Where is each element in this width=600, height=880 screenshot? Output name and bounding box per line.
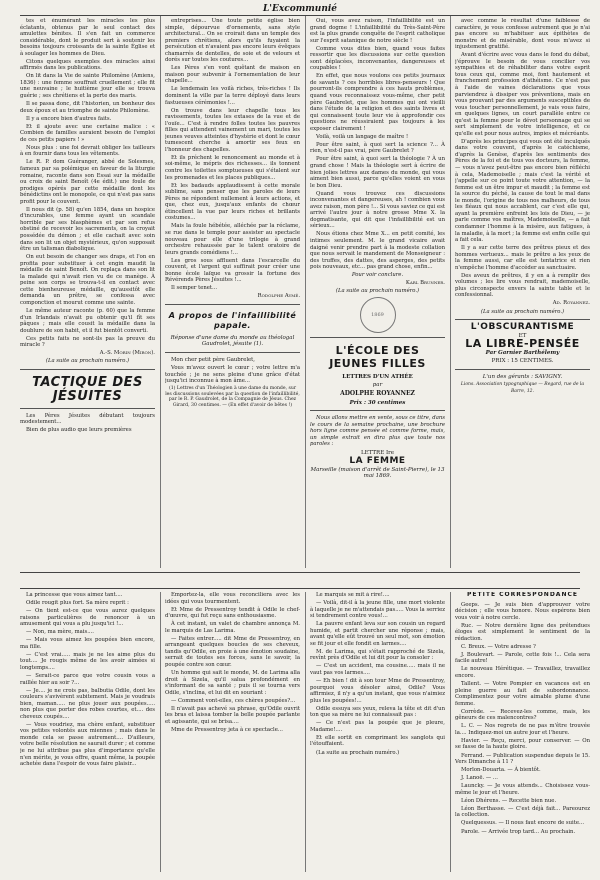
paragraph: — Serait-ce parce que votre cousin vous a raillée hier au soir ?... (20, 673, 155, 686)
column-rule (305, 592, 306, 872)
signature: Ad. Royannez. (552, 300, 590, 307)
continued-note: (La suite au prochain numéro.) (480, 308, 565, 315)
paragraph: Avant d'écrire avec vous dans le fond du débat, j'éprouve le besoin de vous concilier vos sympathies et de réhabiliter dans votre esprit tous ceux qui, comme moi, font hautement et franchement profession d'athéisme. Ce n'est pas à l'aide de vaines déclarations que vous parviendrez à dissiper vos préventions, mais en vous prouvant par des arguments susceptibles de vous toucher personnellement, je vais vous faire, en quelques lignes, un court parallèle entre ce qu'est la femme pour le dévot personnage qui se sert simplement de votre intelligence, et ce qu'elle est pour nous autres, impies et mécréants. (455, 52, 590, 137)
paragraph: La pauvre enfant leva sur son cousin un regard humide, et partit chercher une réponse ; mais, avant qu'elle eût trouvé un seul mot, son émotion se fit jour et elle fondit en larmes.... (310, 621, 445, 647)
paragraph: Et Mme de Pressentroy tendit à Odile le chef-d'œuvre, qui fut reçu sans enthousiasme. (165, 606, 300, 620)
section-rule (20, 588, 580, 589)
bottom-column-4 (455, 592, 590, 874)
continued-note: (La suite au prochain numéro.) (335, 288, 420, 295)
postmark-stamp (360, 297, 396, 333)
column-2-letter (165, 357, 300, 385)
paragraph: Un homme qui sait le monde, M. de Larima alla droit à Sizela, qu'il salua profondément en s'informant de sa santé ; puis il se tourna vers Odile, s'inclina, et lui dit en souriant : (165, 670, 300, 696)
correspondence-item: Havier. — Reçu, merci, pour conserver. — On se fasse de la haute gloire. (455, 737, 590, 751)
bottom-column-1-text (20, 592, 155, 768)
paragraph: Emportez-la, elle vous reconciliera avec les idées qui vous tourmentent. (165, 592, 300, 605)
paragraph: Voilà, voilà un langage de maître ! (316, 133, 409, 140)
paragraph: D'après les principes qui vous ont été inculqués dans votre couvent, d'après le catéchisme, d'après la Genèse, d'après les sentiments des Pères de la foi et de tous vos docteurs, la femme, — vous n'avez peut-être pas encore bien réfléchi à cela, Mademoiselle ; mais c'est la vérité et j'appelle sur ce point toute votre attention, — la femme est un être impur et maudit ; la femme est la source du péché, la cause de tout le mal dans le monde, l'origine de tous nos malheurs, de tous les fléaux qui nous accablent, car c'est elle qui, ayant la première enfreint les lois de Dieu, — je parle comme vos maîtres, Mademoiselle, — a fait condamner l'homme à la misère, aux fatigues, à la maladie, à la mort ; la femme est enfin celle qui a fait cela. (455, 138, 590, 244)
correspondence-item: Launcky. — Je vous attends... Choisissez vous-même le jour et l'heure. (455, 783, 590, 796)
paragraph: Ces petits faits ne sont-ils pas la preuve du miracle ? (20, 335, 155, 349)
paragraph: Les gros sous affluent dans l'escarcelle du couvent, et l'argent qui suffirait pour créer une bonne école laïque va grossir la fortune des Révérends Pères Jésuites !... (165, 257, 300, 284)
correspondence-item: Le nouveau Hérétique. — Travaillez, travaillez encore. (455, 666, 590, 680)
correspondence-title: PETITE CORRESPONDANCE (467, 592, 578, 598)
column-4-paragraphs (455, 18, 590, 299)
paragraph: — Vous voudriez, ma chère enfant, substituer vos petites volontés aux miennes ; mais dans le monde cela se passe autrement.... D'ailleurs, votre belle résolution ne saurait durer ; et comme je ne lui attribue pas plus d'importance qu'elle n'en mérite, je vous offre, quant même, la poupée achetée dans l'espoir de vous faire plaisir... (20, 721, 155, 768)
paragraph: Il y a sur cette terre des prêtres pieux et des hommes vertueux... mais le prêtre a les yeux de la femme aussi, car elle est tentatrice et rien n'empêche l'homme d'accéder au sanctuaire. (455, 245, 590, 271)
column-rule (160, 592, 161, 872)
divider (165, 352, 300, 353)
continued-note: Pour voir conclure. (351, 272, 404, 279)
paragraph: Des aveux de prêtres, il y en a à remplir des volumes ; les lire vous rendrait, mademoiselle, plus circonspecte envers la sainte table et le confessionnal. (455, 272, 590, 299)
correspondence-item: Geeps. — Je suis bien d'approuver votre décision ; elle vous honore. Nous espérons bien vous voir à notre cercle. (455, 601, 590, 621)
divider (20, 369, 155, 370)
paragraph: Bien de plus audio que leurs premières (26, 427, 132, 434)
paragraph: Le lendemain les voilà riches, très-riches ! Ils dominent la ville par la terre déployé dans leurs fastueuses cérémonies !... (165, 86, 300, 106)
divider (455, 319, 590, 320)
stamp-text: 1869 (371, 311, 384, 318)
correspondence-item: Morlon-Douarta. — À bientôt. (461, 767, 541, 774)
paragraph: — Non, ma mère, mais.... (26, 629, 94, 636)
paragraph: Mme de Pressentroy jeta à ce spectacle... (171, 726, 283, 733)
subheadline: Réponse d'une dame du monde au théologal Gaudrolet, jésuite (1). (170, 334, 295, 348)
paragraph: Le marquis se mit à rire!.... (316, 592, 390, 598)
paragraph: Il se passa donc, dit l'historien, un bonheur des deux époux et au triomphe de sainte Philomène. (20, 101, 155, 114)
promo-text: Nous allons mettre en vente, sous ce titre, dans le cours de la semaine prochaine, une brochure hors ligne comme pensée et comme forme, mais, un simple extrait en dira plus que toute nos paroles : (310, 415, 445, 448)
paragraph: — Ce n'est pas la poupée que je pleure, Madame!.... (310, 720, 445, 733)
paragraph: Mais la foule hébétée, alléchée par la réclame, se rue dans le temple pour assister au spectacle nouveau pour elle d'une trilogie à grand orchestre rehaussée par le talent oratoire de leurs grands comédiens !... (165, 223, 300, 256)
divider (165, 304, 300, 305)
divider (310, 337, 445, 338)
correspondence-item: Léon Dhérens. — Recette bien nue. (461, 797, 557, 804)
correspondence-item: Corrède. — Recevez-les comme, mais, les gêneurs de ces malencontres? (455, 708, 590, 722)
column-3 (310, 18, 445, 570)
correspondence-item: Léon Berthasse. — C'est déjà fait... Pareourez la collection. (455, 805, 590, 819)
masthead: L'Excommunié (262, 4, 338, 14)
bottom-column-1 (20, 592, 155, 874)
paragraph: Citons quelques exemples des miracles ainsi affirmés dans les publications. (20, 58, 155, 72)
correspondence-item: J. Boulevart. — Parole, cette fois !... Cela sera facile autre! (455, 651, 590, 665)
paragraph: On lit dans la Vie de sainte Philomène (Amiens, 1836) : une femme souffrait cruellement ; elle fit une neuvaine ; le huitième jour elle se trouva guérie ; ses chrétiens et la perte des maris. (20, 73, 155, 100)
column-rule (450, 16, 451, 568)
paragraph: tes et énumérant les miracles les plus éclatants, obtenus par le seul contact des amulettes bénites. Il s'en fait un commerce considérable, dont le produit sert à soutenir les besoins toujours croissants de la sainte Église et à soulager les hommes de Dieu. (20, 18, 155, 57)
price: Prix : 30 centimes (349, 399, 406, 406)
paragraph: En effet, que nous voulons ces petits journaux de savants ? ces horribles libres-penseurs ! Que pourront-ils comprendre à ces hauts problèmes, quand vous reconnaissez vous-même, cher petit père Gaubrelet, que les hommes qui ont vieilli dans l'étude de la religion et des saints livres et qui connaissent toute leur vie à approfondir ces questions ne réussiraient pas toujours à les exposer clairement ! (310, 73, 445, 132)
section-rule (20, 572, 580, 573)
bottom-column-2-text (165, 592, 300, 733)
author: ADOLPHE ROYANNEZ (340, 389, 415, 397)
column-1-paragraphs (20, 18, 155, 349)
letter-head: LETTRE Ire (360, 449, 395, 456)
paragraph: Pour être saint, à quoi sert la science ?... À rien, n'est-il pas vrai, père Gaubrelet ? (310, 141, 445, 155)
paragraph: — Faites entrer..... dit Mme de Pressentroy, en arrangeant quelques boucles de ses cheveux, tandis qu'Odile, en proie à une émotion soudaine, serrait de toutes ses forces, sans le savoir, la poupée contre son cœur. (165, 635, 300, 668)
bottom-column-3-text (310, 592, 445, 748)
paragraph: Pour être saint, à quoi sert la théologie ? À un grand chose ! Mais la théologie sert à écrire de bien jolies lettres aux dames du monde, qui vous aiment bien aussi, parce qu'elles voient en vous le bon Dieu. (310, 156, 445, 189)
continued-note: (La suite au prochain numéro.) (316, 749, 400, 756)
letter-title: LA FEMME (349, 456, 406, 467)
ad-title-and: ET (518, 332, 527, 339)
continued-note: (La suite au prochain numéro.) (45, 358, 130, 365)
printer-line: Lions. Association typographique — Regard, rue de la Barre, 12. (460, 382, 585, 394)
paragraph: Il nous dit (p. 58) qu'en 1854, dans un hospice d'incurables, une femme ayant un scandale horrible par ses blasphèmes et par son refus obstiné de recevoir les sacrements, on la croyait possédée du démon ; et elle cachait avec soin dans son lit un objet mystérieux, qu'on supposait être un talisman diabolique. (20, 206, 155, 253)
paragraph: Il n'avait pas achevé sa phrase, qu'Odile ouvrit les bras et laissa tomber la belle poupée parlante et agissante, qui se brisa.... (165, 705, 300, 725)
ad-price: PRIX : 15 CENTIMES. (491, 358, 554, 365)
paragraph: Nous étions chez Mme X... en petit comité, les intimes seulement. M. le grand vicaire avait daigné venir prendre part à la modeste collation que nous servait le mandement de Monseigneur : des truffes, des dattes, des asperges, des petits pois nouveaux, etc... pas grand chose, enfin... (310, 231, 445, 271)
subhead-par: par (372, 382, 383, 389)
correspondence-item: Parole. — Arrivée trop tard... Au prochain. (461, 828, 576, 835)
paragraph: Le R. P. dom Guéranger, abbé de Solesmes, fameux par sa polémique en faveur de la liturgie romaine, raconte dans son Essai sur la médaille ou croix de saint Benoît (4e édit.) une foule de prodiges opérés par cette médaille dont les bénédictins ont le monopole, ce qui n'est pas sans profit pour le couvent. (20, 159, 155, 205)
column-2-paragraphs (165, 18, 300, 292)
letter-place: Marseille (maison d'arrêt de Saint-Pierre), le 13 mai 1869. (310, 466, 445, 480)
column-1-lead (20, 413, 155, 434)
column-3-paragraphs (310, 18, 445, 271)
correspondence-item: C. Breux. — Votre adresse ? (461, 643, 536, 650)
publisher-line: L'un des gérants : SAVIGNY. (482, 373, 563, 380)
paragraph: entreprises... Une toute petite église bien simple, dépourvue d'ornements, sans style architectural... On se croirait dans un temple des premiers chrétiens, alors qu'ils fuyaient la persécution et n'avaient pas encore leurs évêques chamarrés de dentelles, de soie et de velours et dorés sur toutes les coutures... (165, 18, 300, 64)
subhead: LETTRES D'UN ATHÉE (342, 373, 413, 380)
signature: Karl Brunner. (405, 280, 445, 287)
paragraph: Mon cher petit père Gaubrelet, (171, 357, 255, 364)
paragraph: Vous m'avez ouvert le cœur ; votre lettre m'a touchée ; je ne sens pleine d'une grâce d'état jusqu'ici inconnue à mon âme... (165, 365, 300, 385)
column-rule (450, 592, 451, 872)
paragraph: On eut besoin de changer ses draps, et l'on en profita pour substituer à cet engin maudit la médaille de saint Benoît. On replaça dans son lit la malade qui n'avait rien vu de ce manège. À peine son corps se trouva-t-il en contact avec cette bienheureuse médaille, qu'aussitôt elle demanda un prêtre, se confessa avec componction et mourut comme une sainte. (20, 254, 155, 306)
paragraph: On trouve dans leur chapelle tous les ravissements, toutes les extases de la vue et de l'ouïe... C'est à rendre folles toutes les pauvres filles qui attendent vainement un mari, toutes les jeunes veuves atteintes d'hystérie et dont le cœur tumescent cherche à amortir ses feux en l'honneur des chapelles. (165, 107, 300, 153)
footnote: (1) Lettres d'un Théologien à une dame du monde, sur les discussions soulevées par la question de l'infaillibilité, par le R. P. Gaudrolet, de la Compagnie de Jésus. Chez Girard, 30 centimes. — (En effet d'avoir de bêtes !) (165, 386, 300, 408)
paragraph: Nous plus : une foi devrait obliger les tailleurs à en fournir dans tous les vêtements. (20, 144, 155, 158)
paragraph: — On tient est-ce que vous aurez quelques raisons particulières de renoncer à un amusement qui vous a plu jusqu'ici !... (20, 608, 155, 628)
correspondence-item: Quelquessus. — Il nous faut encore de suite... (461, 820, 585, 827)
paragraph: Odile rougit plus fort. Sa mère reprit : (26, 600, 129, 607)
divider (20, 408, 155, 409)
paragraph: M. de Larima, qui s'était rapproché de Sizela, revînt près d'Odile et lui dit pour la consoler : (310, 648, 445, 662)
paragraph: Et ils préchent le renoncement au monde et à soi-même, le mépris des richesses... ils tonnent contre les toilettes somptueuses qui s'étalent sur les promenades et les places publiques... (165, 154, 300, 181)
paragraph: — Comment vont-elles, ces chères poupées?... (171, 697, 296, 704)
correspondence-item: Ferrand. — Publication suspendue depuis le 15. Vers Dimanche à 11 ? (455, 752, 590, 766)
paragraph: Il semper tenet... (171, 285, 218, 292)
top-rule (20, 15, 580, 16)
paragraph: Il y a encore bien d'autres faits. (26, 115, 112, 122)
column-1 (20, 18, 155, 570)
bottom-column-2 (165, 592, 300, 874)
ad-author: Par Garnier Barthélemy (485, 349, 560, 356)
paragraph: — Voilà, dit-il à la jeune fille, une mort violente à laquelle je ne m'attendais pas..... Vous la serriez si tendrement contre vous!... (310, 600, 445, 620)
column-4 (455, 18, 590, 570)
signature: Rodolphe Aymé. (257, 293, 300, 300)
bottom-column-3 (310, 592, 445, 874)
paragraph: À cet instant, un valet de chambre annonça M. le marquis de Las Larima. (165, 621, 300, 634)
headline-ecole: L'ÉCOLE DES JEUNES FILLES (329, 343, 426, 370)
paragraph: Oui, vous avez raison, l'infaillibilité est un grand dogme ! L'infaillibilité du Très-Saint-Père est la plus grande conquête de l'esprit catholique sur l'esprit satanique de notre siècle ! (310, 18, 445, 44)
ad-title: L'OBSCURANTISME (470, 322, 575, 333)
paragraph: — Je.... je ne crois pas, balbutia Odile, dont les couleurs s'avivèrent subitement. Mais je voudrais bien, maman..... ne plus jouer aux poupées..... non plus que porter des robes courtes, et.... des cheveux coupés.... (20, 687, 155, 720)
paragraph: Et les badauds applaudissent à cette morale sublime, sans penser que les paroles de leurs Pères ne répondent nullement à leurs actions, et que, chez eux, jusqu'aux enfants de chœur étincellent la vue par leurs riches et brillants costumes... (165, 182, 300, 222)
headline-tactique: TACTIQUE DES JÉSUITES (32, 374, 143, 404)
paragraph: Et elle sortit en comprimant les sanglots qui l'étouffaient. (310, 734, 445, 748)
correspondence-list (455, 602, 590, 836)
correspondence-item: J. Lanoë. — ... (461, 775, 498, 782)
paragraph: Les Pères s'en vont quêtant de maison en maison pour subvenir à l'ornementation de leur chapelle... (165, 65, 300, 85)
paragraph: La princesse que vous aimez tant.... (26, 592, 123, 598)
paragraph: avec comme le résultat d'une faiblesse de caractère, je vous confesse autrement que je n'ai pas encore su m'habituer aux épithètes de monstre et de misérable, dont vous m'avez si injustement gratifié. (455, 18, 590, 51)
divider (310, 410, 445, 411)
paragraph: Les Pères Jésuites débutant toujours modestement... (20, 412, 155, 426)
headline-infaillibilite: A propos de l'infaillibilité papale. (168, 310, 297, 330)
paragraph: Quand vous trouvez ces discussions inconvenantes et dangereuses, ah ! combien vous avez raison, mon père !... Si vous saviez ce qui est arrivé l'autre jour à notre grosse Mme X. la dogmatisante, qui dit que l'infaillibilité est un sérieux... (310, 190, 445, 230)
column-rule (160, 16, 161, 568)
paragraph: — Eh bien ! dit à son tour Mme de Pressentroy, pourquoi vous désoler ainsi, Odile? Vous affirmiez, il n'y a qu'un instant, que vous n'aimiez plus les poupées!... (310, 678, 445, 704)
paragraph: — C'est vrai..... mais je ne les aime plus du tout.... Je rougis même de les avoir aimées si longtemps.... (20, 651, 155, 671)
paragraph: Et il ajoute avec une certaine malice : « Combien de familles auraient besoin de l'emploi de ces petits papiers ! » (20, 123, 155, 143)
signature: A.-S. Morin (Miron). (99, 350, 155, 357)
divider (455, 369, 590, 370)
ad-title-main: LA LIBRE-PENSÉE (465, 337, 580, 351)
paragraph: — C'est un accident, ma cousine..... mais il ne vaut pas vos larmes.... (310, 663, 445, 677)
paragraph: — Mais vous aimez les poupées bien encore, ma fille. (20, 637, 155, 650)
paragraph: Comme vous dites bien, quand vous faites ressortir que les discussions sur cette question sont déplacées, inconvenantes, dangereuses et coupables ! (310, 45, 445, 72)
correspondence-item: Tallent. — Votre Pompier en vacances est en pleine guerre au fait de subordonnance. Complimentez pour votre aimable plume d'une femme. (455, 681, 590, 707)
correspondence-item: Ruc. — Notre dernière ligne des prétendues éloges est simplement le sentiment de la rédaction. (455, 622, 590, 642)
paragraph: Le même auteur raconte (p. 60) que la femme d'un Irlandais n'avait pu obtenir qu'il fît ses pâques ; mais elle cousit la médaille dans la doublure de son habit, et il fut bientôt converti. (20, 307, 155, 334)
column-rule (305, 16, 306, 568)
paragraph: Odile essuya ses yeux, releva la tête et dit d'un ton que sa mère ne lui connaissait pas : (310, 705, 445, 719)
column-2 (165, 18, 300, 570)
correspondence-item: L. C. — Nos regrets de ne pas m'être trouvée la.... Indiquez-moi un autre jour et l'heure. (455, 723, 590, 736)
